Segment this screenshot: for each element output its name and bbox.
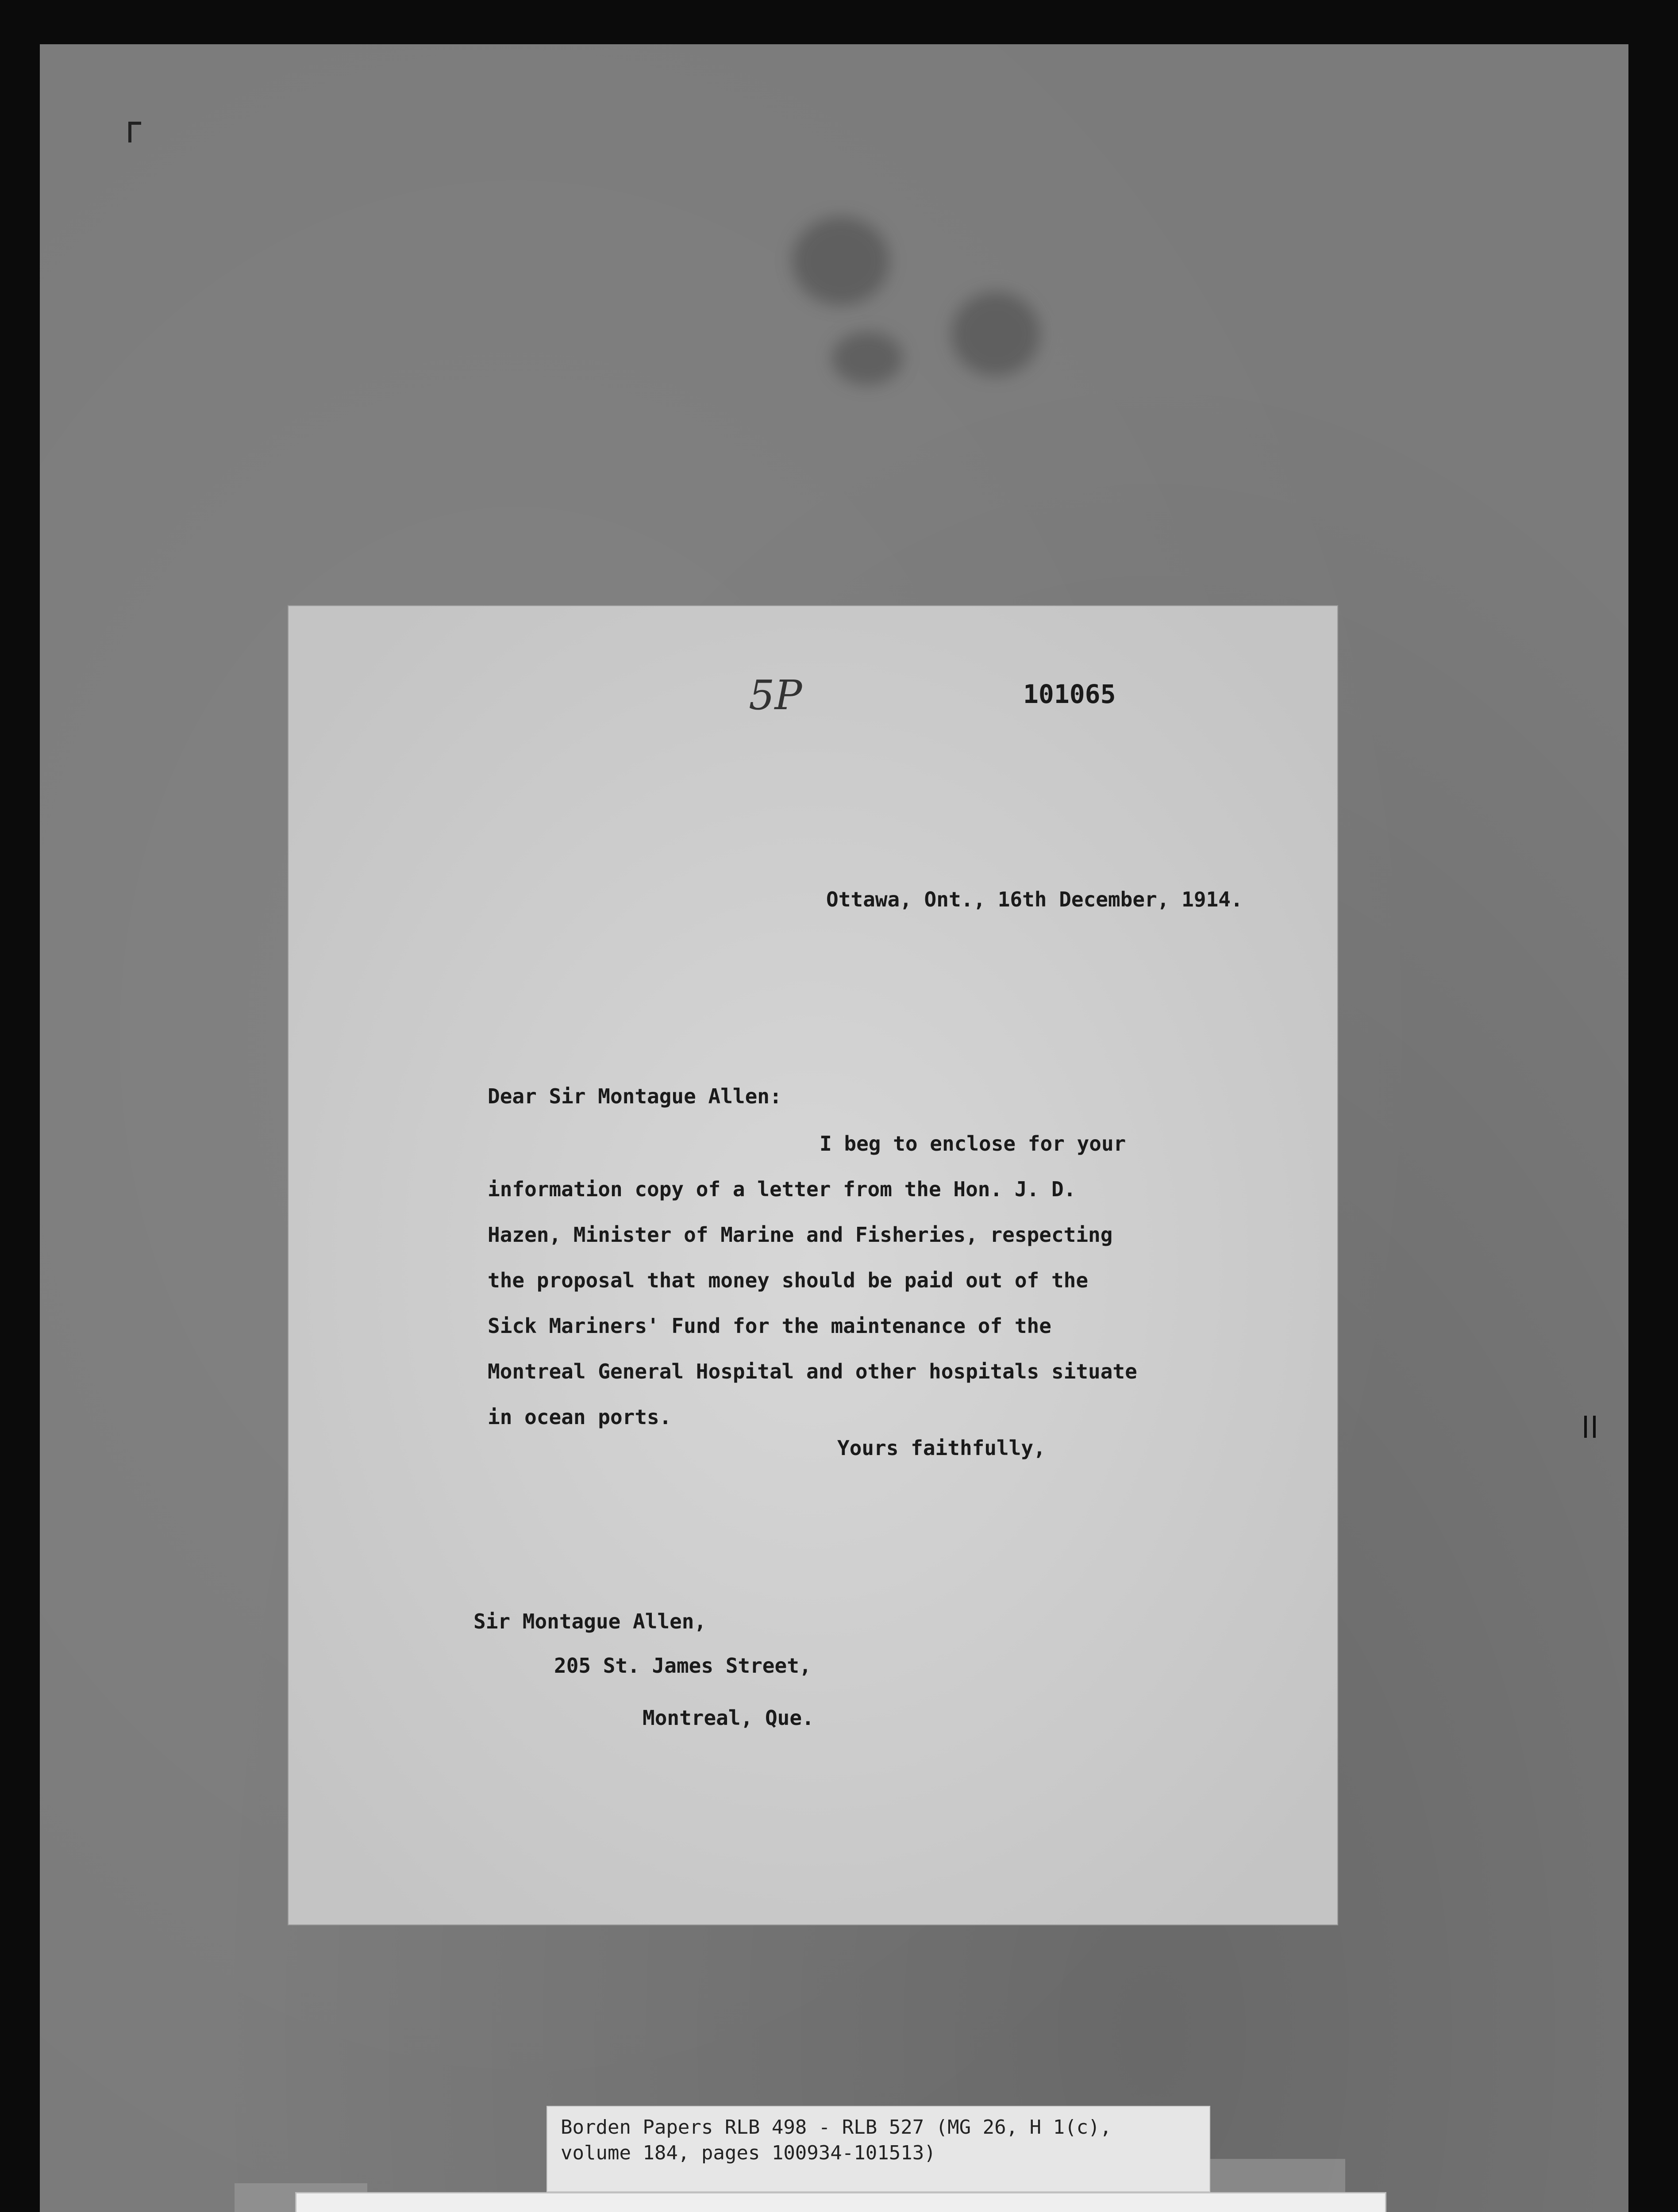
edge-mark [1584, 1416, 1596, 1438]
recipient-street: 205 St. James Street, [554, 1654, 812, 1678]
closing: Yours faithfully, [837, 1436, 1046, 1460]
recipient-name: Sir Montague Allen, [473, 1609, 707, 1633]
dateline: Ottawa, Ont., 16th December, 1914. [826, 887, 1243, 911]
salutation: Dear Sir Montague Allen: [488, 1084, 782, 1108]
pencil-note: 5P [749, 672, 802, 719]
body-line: Sick Mariners' Fund for the maintenance of the [488, 1314, 1051, 1338]
body-line: information copy of a letter from the Hon. J. D. [488, 1177, 1076, 1201]
film-stain [832, 332, 903, 385]
body-line: Montreal General Hospital and other hospitals situate [488, 1359, 1137, 1383]
reference-line: Borden Papers RLB 498 - RLB 527 (MG 26, H 1(c), [561, 2116, 1112, 2139]
body-line: Hazen, Minister of Marine and Fisheries, respecting [488, 1223, 1113, 1247]
body-line: I beg to enclose for your [820, 1132, 1126, 1156]
body-line: the proposal that money should be paid out of the [488, 1268, 1089, 1292]
reference-line: volume 184, pages 100934-101513) [561, 2142, 936, 2164]
document-number: 101065 [1023, 679, 1116, 709]
recipient-city: Montreal, Que. [643, 1706, 814, 1730]
corner-mark [128, 122, 141, 142]
body-line: in ocean ports. [488, 1405, 672, 1429]
film-stain [792, 217, 889, 305]
reference-label [547, 2106, 1210, 2192]
film-stain [951, 292, 1040, 376]
letter-page [289, 606, 1337, 1924]
archive-stamp [296, 2193, 1385, 2212]
